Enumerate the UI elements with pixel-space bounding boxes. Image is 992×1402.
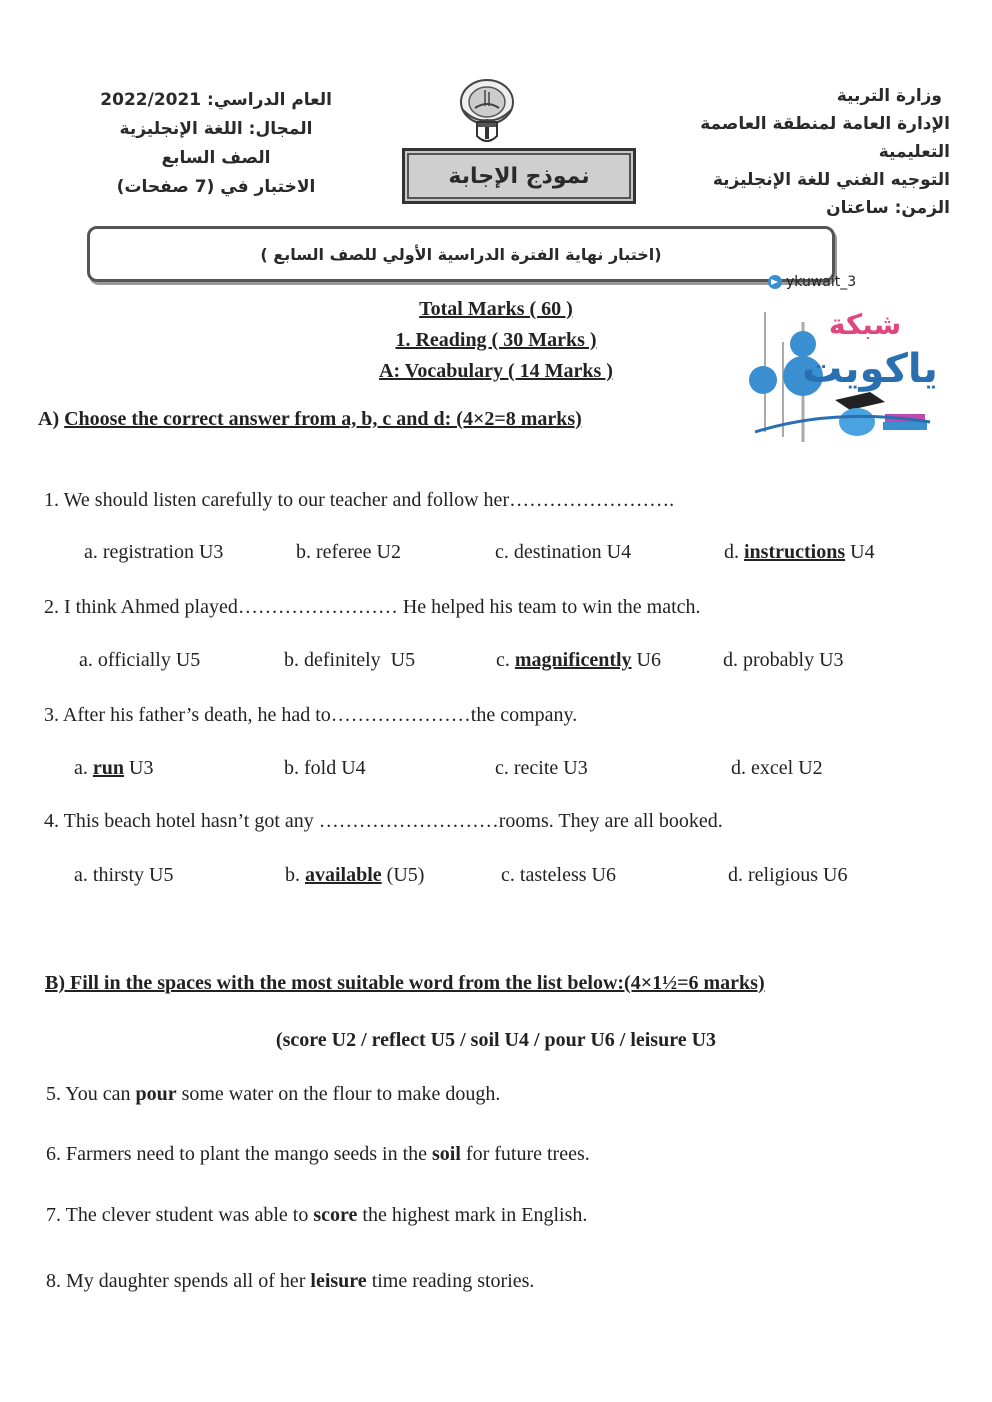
telegram-handle-text: ykuwait_3 (786, 274, 857, 290)
option-3a-correct[interactable]: a. run U3 (74, 757, 154, 779)
option-4a[interactable]: a. thirsty U5 (74, 864, 174, 886)
answer-5: pour (135, 1083, 177, 1105)
option-4c[interactable]: c. tasteless U6 (501, 864, 616, 886)
svg-text:شبكة: شبكة (828, 308, 902, 341)
section-a-instruction-text: Choose the correct answer from a, b, c and d: (4×2=8 marks) (64, 408, 582, 430)
option-3d[interactable]: d. excel U2 (731, 757, 823, 779)
exam-time: الزمن: ساعتان (826, 198, 950, 218)
answer-6: soil (432, 1143, 461, 1165)
answer-model-label: نموذج الإجابة (448, 163, 590, 189)
sentence-5: 5. You can pour some water on the flour to make dough. (46, 1083, 501, 1105)
answer-model-banner (402, 148, 636, 204)
option-2c-correct[interactable]: c. magnificently U6 (496, 649, 661, 671)
supervision: التوجيه الفني للغة الإنجليزية (712, 170, 950, 190)
section-b-instruction: B) Fill in the spaces with the most suitable word from the list below:(4×1½=6 marks) (45, 972, 765, 994)
section-a-prefix: A) (38, 408, 65, 430)
sentence-6: 6. Farmers need to plant the mango seeds in the soil for future trees. (46, 1143, 590, 1165)
question-3: 3. After his father’s death, he had to…………………the company. (44, 704, 578, 726)
page-count: الاختبار في (7 صفحات) (116, 177, 316, 197)
exam-title: (اختبار نهاية الفترة الدراسية الأولي للصف السابع ) (260, 244, 662, 264)
answer-8: leisure (310, 1270, 367, 1292)
ministry: وزارة التربية (836, 86, 942, 106)
reading-heading: 1. Reading ( 30 Marks ) (395, 329, 597, 351)
option-2d[interactable]: d. probably U3 (723, 649, 844, 671)
header-right-info (630, 82, 950, 222)
option-4b-correct[interactable]: b. available (U5) (285, 864, 425, 886)
svg-text:ياكويت: ياكويت (802, 346, 938, 392)
kuwait-emblem-icon (455, 78, 519, 148)
option-1b[interactable]: b. referee U2 (296, 541, 401, 563)
option-1d-correct[interactable]: d. instructions U4 (724, 541, 875, 563)
word-list: (score U2 / reflect U5 / soil U4 / pour U6 / leisure U3 (275, 1029, 717, 1051)
directorate: الإدارة العامة لمنطقة العاصمة التعليمية (700, 114, 950, 162)
academic-year: العام الدراسي: 2022/2021 (100, 90, 332, 110)
grade: الصف السابع (161, 148, 271, 168)
question-1: 1. We should listen carefully to our teacher and follow her……………………. (44, 489, 675, 511)
option-2a[interactable]: a. officially U5 (79, 649, 201, 671)
option-3c[interactable]: c. recite U3 (495, 757, 588, 779)
option-1a[interactable]: a. registration U3 (84, 541, 224, 563)
option-2b[interactable]: b. definitely U5 (284, 649, 416, 671)
sentence-8: 8. My daughter spends all of her leisure time reading stories. (46, 1270, 535, 1292)
section-a-instruction (38, 408, 582, 431)
header-left-info (100, 86, 332, 202)
option-3b[interactable]: b. fold U4 (284, 757, 366, 779)
total-marks-heading: Total Marks ( 60 ) (419, 298, 573, 320)
option-4d[interactable]: d. religious U6 (728, 864, 848, 886)
vocabulary-heading: A: Vocabulary ( 14 Marks ) (379, 360, 613, 382)
question-4: 4. This beach hotel hasn’t got any ………………………rooms. They are all booked. (44, 810, 723, 832)
question-2: 2. I think Ahmed played…………………… He helped his team to win the match. (44, 596, 701, 618)
answer-7: score (313, 1204, 358, 1226)
subject: المجال: اللغة الإنجليزية (119, 119, 313, 139)
exam-title-box (87, 226, 835, 282)
option-1c[interactable]: c. destination U4 (495, 541, 632, 563)
sentence-7: 7. The clever student was able to score the highest mark in English. (46, 1204, 588, 1226)
